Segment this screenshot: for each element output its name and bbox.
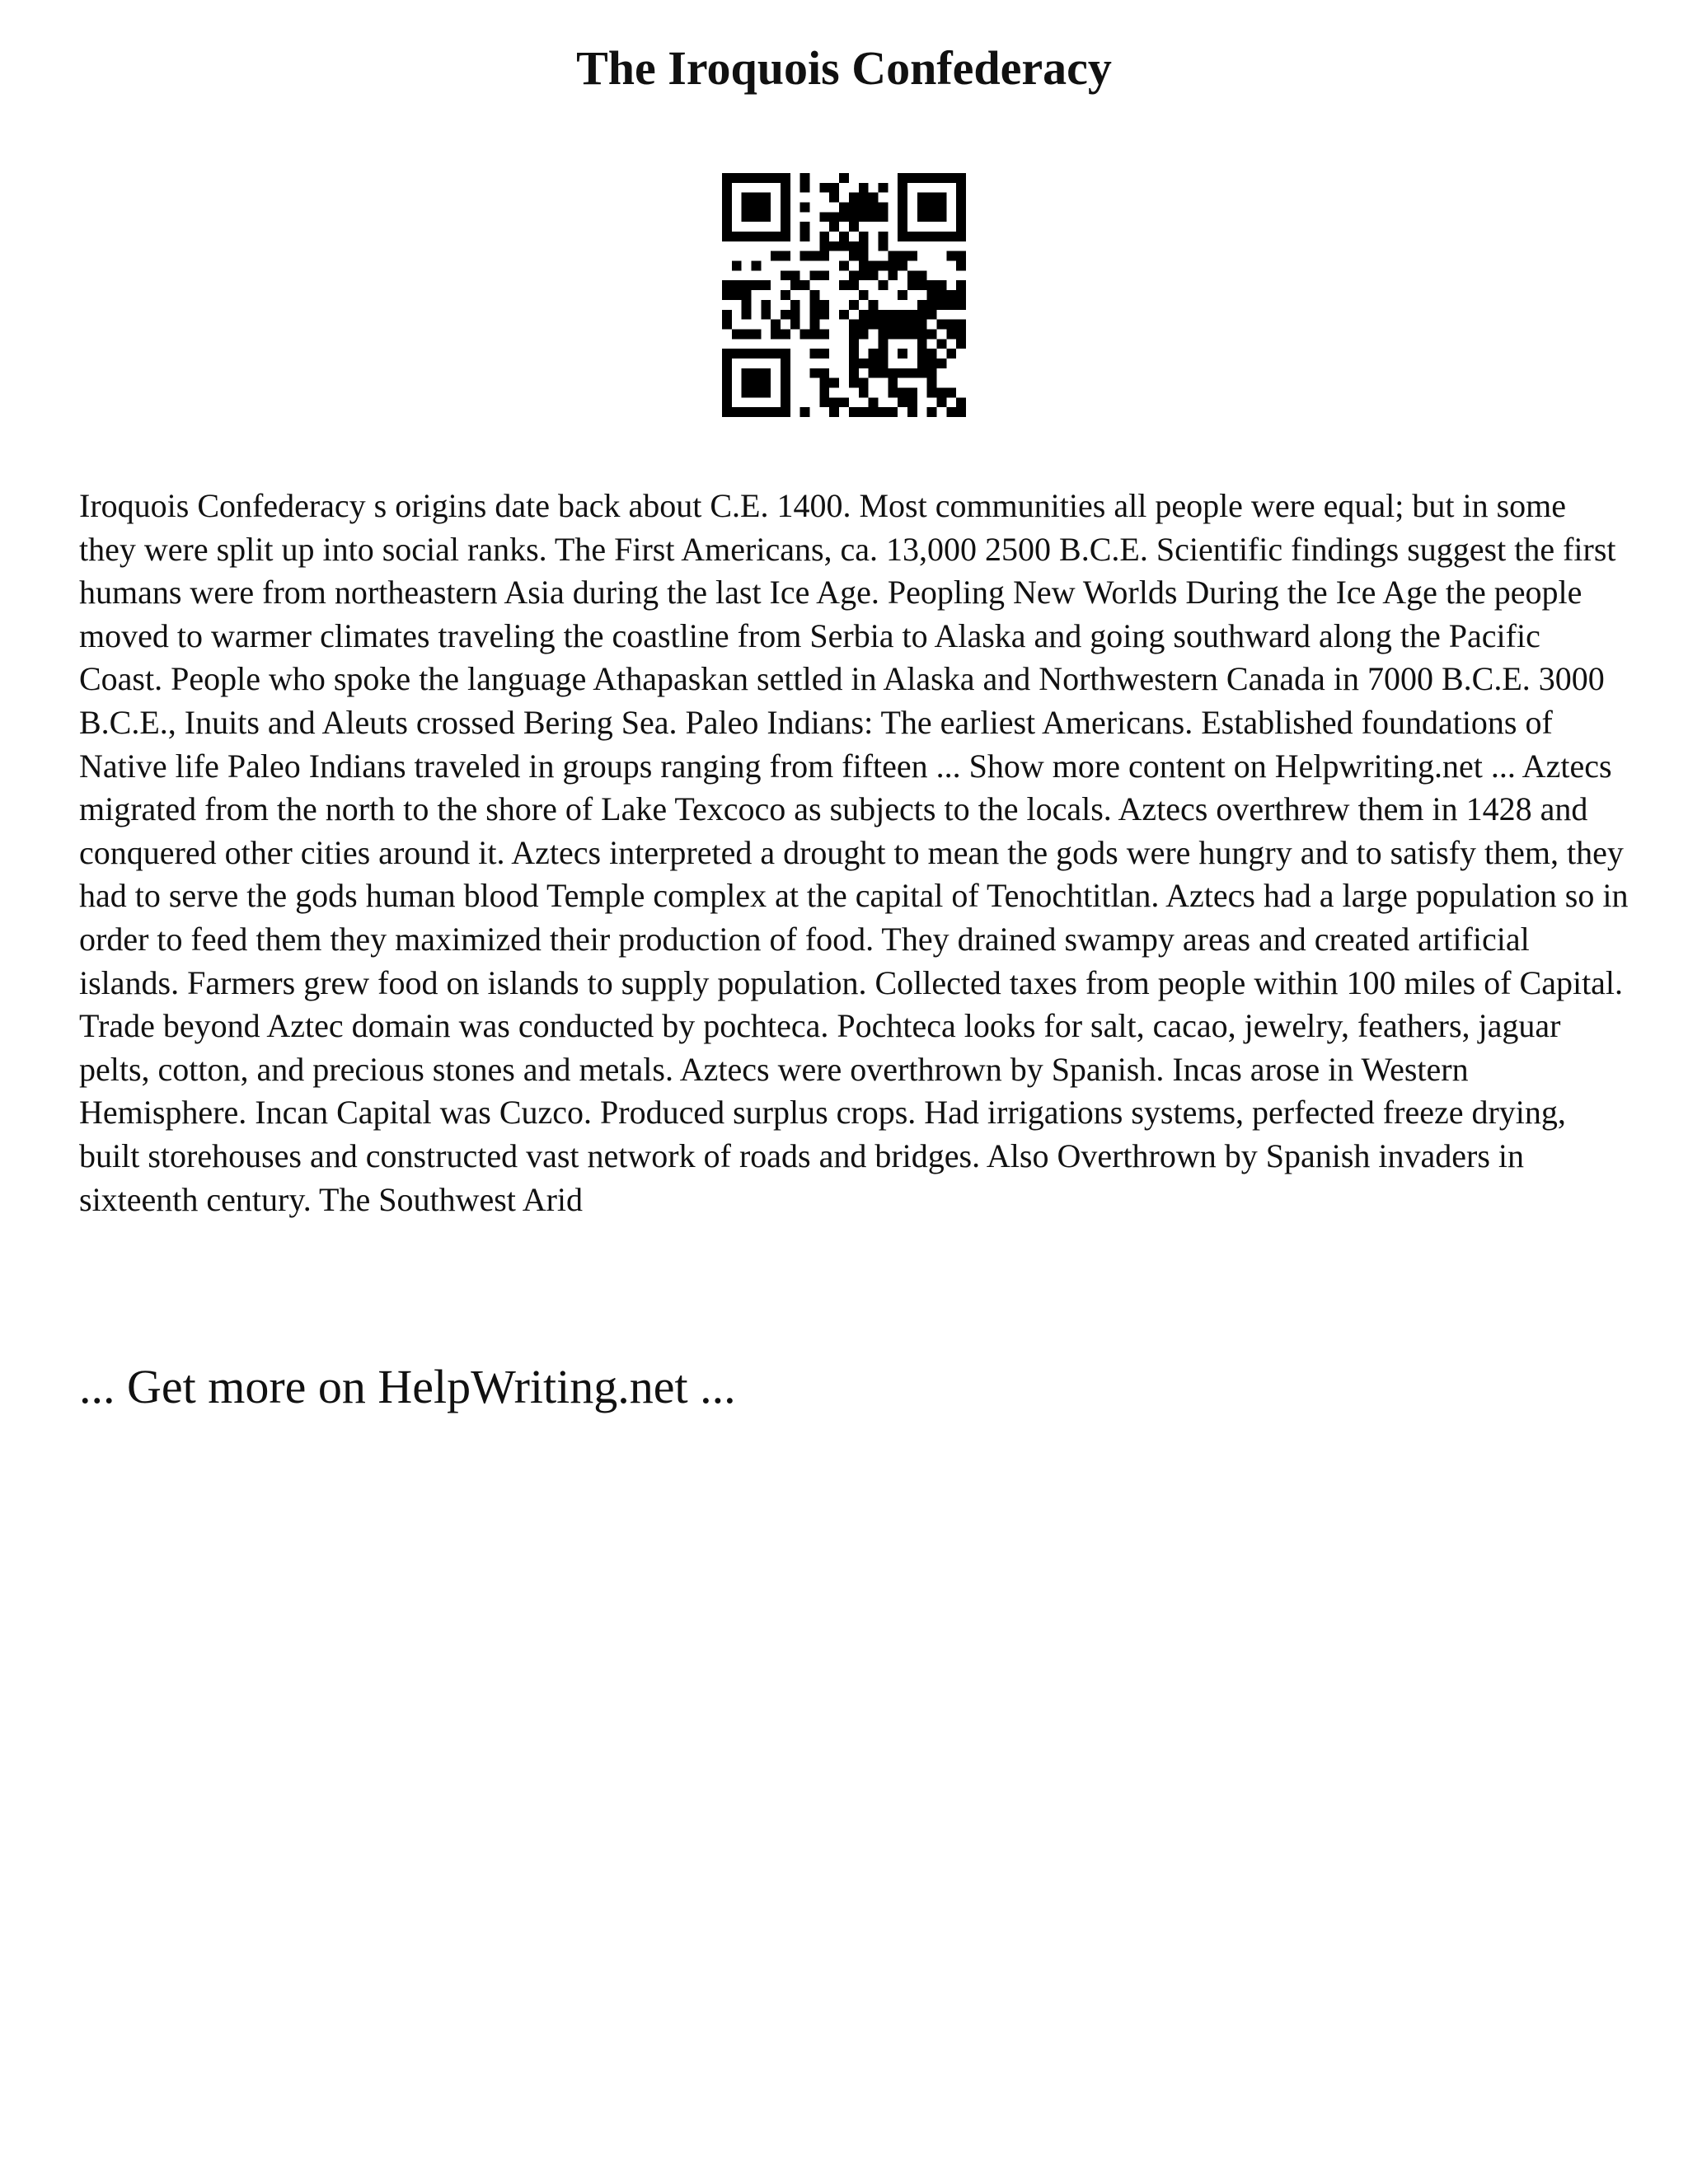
qr-code-icon xyxy=(722,173,966,417)
get-more-link[interactable]: ... Get more on HelpWriting.net ... xyxy=(79,1360,736,1413)
qr-code-graphic xyxy=(722,173,966,417)
article-body: Iroquois Confederacy s origins date back about C.E. 1400. Most communities all people were equal; but in some they were split up into social ranks. The First Americans, ca. 13,000 2500 B.C.E. Scientific findings suggest the first humans were from northeastern Asia during the last Ice Age. Peopling New Worlds During the Ice Age the people moved to warmer climates traveling the coastline from Serbia to Alaska and going southward along the Pacific Coast. People who spoke the language Athapaskan settled in Alaska and Northwestern Canada in 7000 B.C.E. 3000 B.C.E., Inuits and Aleuts crossed Bering Sea. Paleo Indians: The earliest Americans. Established foundations of Native life Paleo Indians traveled in groups ranging from fifteen ... Show more content on Helpwriting.net ... Aztecs migrated from the north to the shore of Lake Texcoco as subjects to the locals. Aztecs overthrew them in 1428 and conquered other cities around it. Aztecs interpreted a drought to mean the gods were hungry and to satisfy them, they had to serve the gods human blood Temple complex at the capital of Tenochtitlan. Aztecs had a large population so in order to feed them they maximized their production of food. They drained swampy areas and created artificial islands. Farmers grew food on islands to supply population. Collected taxes from people within 100 miles of Capital. Trade beyond Aztec domain was conducted by pochteca. Pochteca looks for salt, cacao, jewelry, feathers, jaguar pelts, cotton, and precious stones and metals. Aztecs were overthrown by Spanish. Incas arose in Western Hemisphere. Incan Capital was Cuzco. Produced surplus crops. Had irrigations systems, perfected freeze drying, built storehouses and constructed vast network of roads and bridges. Also Overthrown by Spanish invaders in sixteenth century. The Southwest Arid xyxy=(79,487,1629,1218)
page-title: The Iroquois Confederacy xyxy=(576,41,1112,95)
